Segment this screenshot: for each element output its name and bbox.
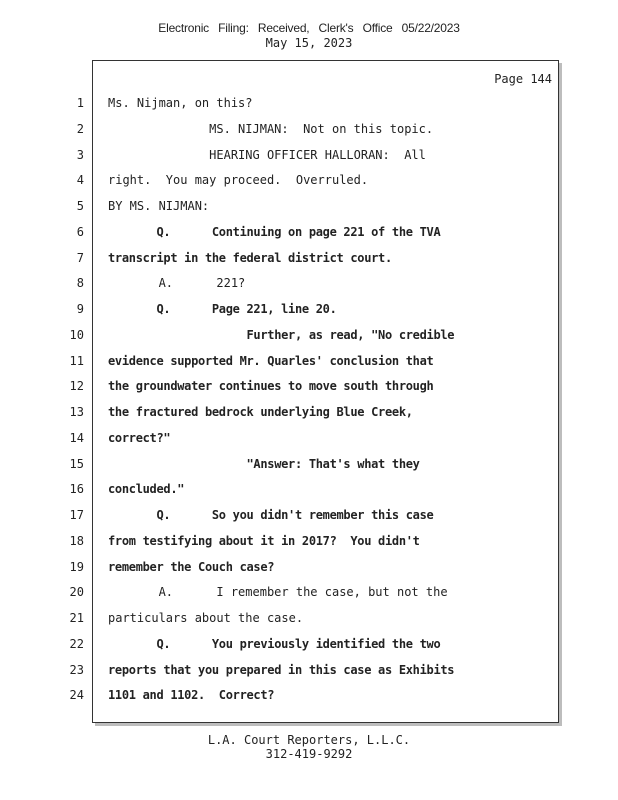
line-text: "Answer: That's what they	[108, 457, 420, 471]
line-number: 22	[69, 637, 84, 651]
line-number: 11	[69, 354, 84, 368]
line-number: 10	[69, 328, 84, 342]
line-number: 16	[69, 482, 84, 496]
line-number: 18	[69, 534, 84, 548]
line-number: 23	[69, 663, 84, 677]
line-text: right. You may proceed. Overruled.	[108, 173, 369, 187]
line-text: the fractured bedrock underlying Blue Creek,	[108, 405, 413, 419]
line-number: 7	[76, 251, 84, 265]
line-number: 12	[69, 379, 84, 393]
line-number: 15	[69, 457, 84, 471]
line-text: concluded."	[108, 482, 185, 496]
line-text: the groundwater continues to move south through	[108, 379, 434, 393]
line-text: remember the Couch case?	[108, 560, 275, 574]
line-number: 5	[76, 199, 84, 213]
filing-stamp: Electronic Filing: Received, Clerk's Office 05/22/2023	[158, 21, 460, 35]
line-text: correct?"	[108, 431, 171, 445]
line-text: particulars about the case.	[108, 611, 304, 625]
line-number: 21	[69, 611, 84, 625]
line-text: Ms. Nijman, on this?	[108, 96, 253, 110]
line-number: 24	[69, 688, 84, 702]
line-number: 8	[76, 276, 84, 290]
reporter-phone: 312-419-9292	[265, 747, 353, 761]
line-text: Q. So you didn't remember this case	[108, 508, 434, 522]
line-text: evidence supported Mr. Quarles' conclusion that	[108, 354, 434, 368]
reporter-company: L.A. Court Reporters, L.L.C.	[207, 733, 411, 747]
line-number: 13	[69, 405, 84, 419]
line-text: BY MS. NIJMAN:	[108, 199, 210, 213]
line-number: 1	[76, 96, 84, 110]
line-number: 4	[76, 173, 84, 187]
line-text: HEARING OFFICER HALLORAN: All	[108, 148, 426, 162]
line-number: 6	[76, 225, 84, 239]
line-number: 17	[69, 508, 84, 522]
line-text: from testifying about it in 2017? You didn't	[108, 534, 420, 548]
line-text: MS. NIJMAN: Not on this topic.	[108, 122, 434, 136]
line-number: 3	[76, 148, 84, 162]
line-text: Further, as read, "No credible	[108, 328, 455, 342]
line-text: Q. Page 221, line 20.	[108, 302, 337, 316]
line-text: Q. You previously identified the two	[108, 637, 441, 651]
line-text: A. 221?	[108, 276, 246, 290]
line-text: 1101 and 1102. Correct?	[108, 688, 275, 702]
line-text: reports that you prepared in this case as Exhibits	[108, 663, 455, 677]
line-number: 2	[76, 122, 84, 136]
line-number: 9	[76, 302, 84, 316]
line-number: 20	[69, 585, 84, 599]
line-text: Q. Continuing on page 221 of the TVA	[108, 225, 441, 239]
line-number: 14	[69, 431, 84, 445]
line-text: A. I remember the case, but not the	[108, 585, 448, 599]
line-text: transcript in the federal district court.	[108, 251, 392, 265]
line-number: 19	[69, 560, 84, 574]
transcript-date: May 15, 2023	[265, 36, 353, 50]
page-number: Page 144	[494, 72, 552, 86]
